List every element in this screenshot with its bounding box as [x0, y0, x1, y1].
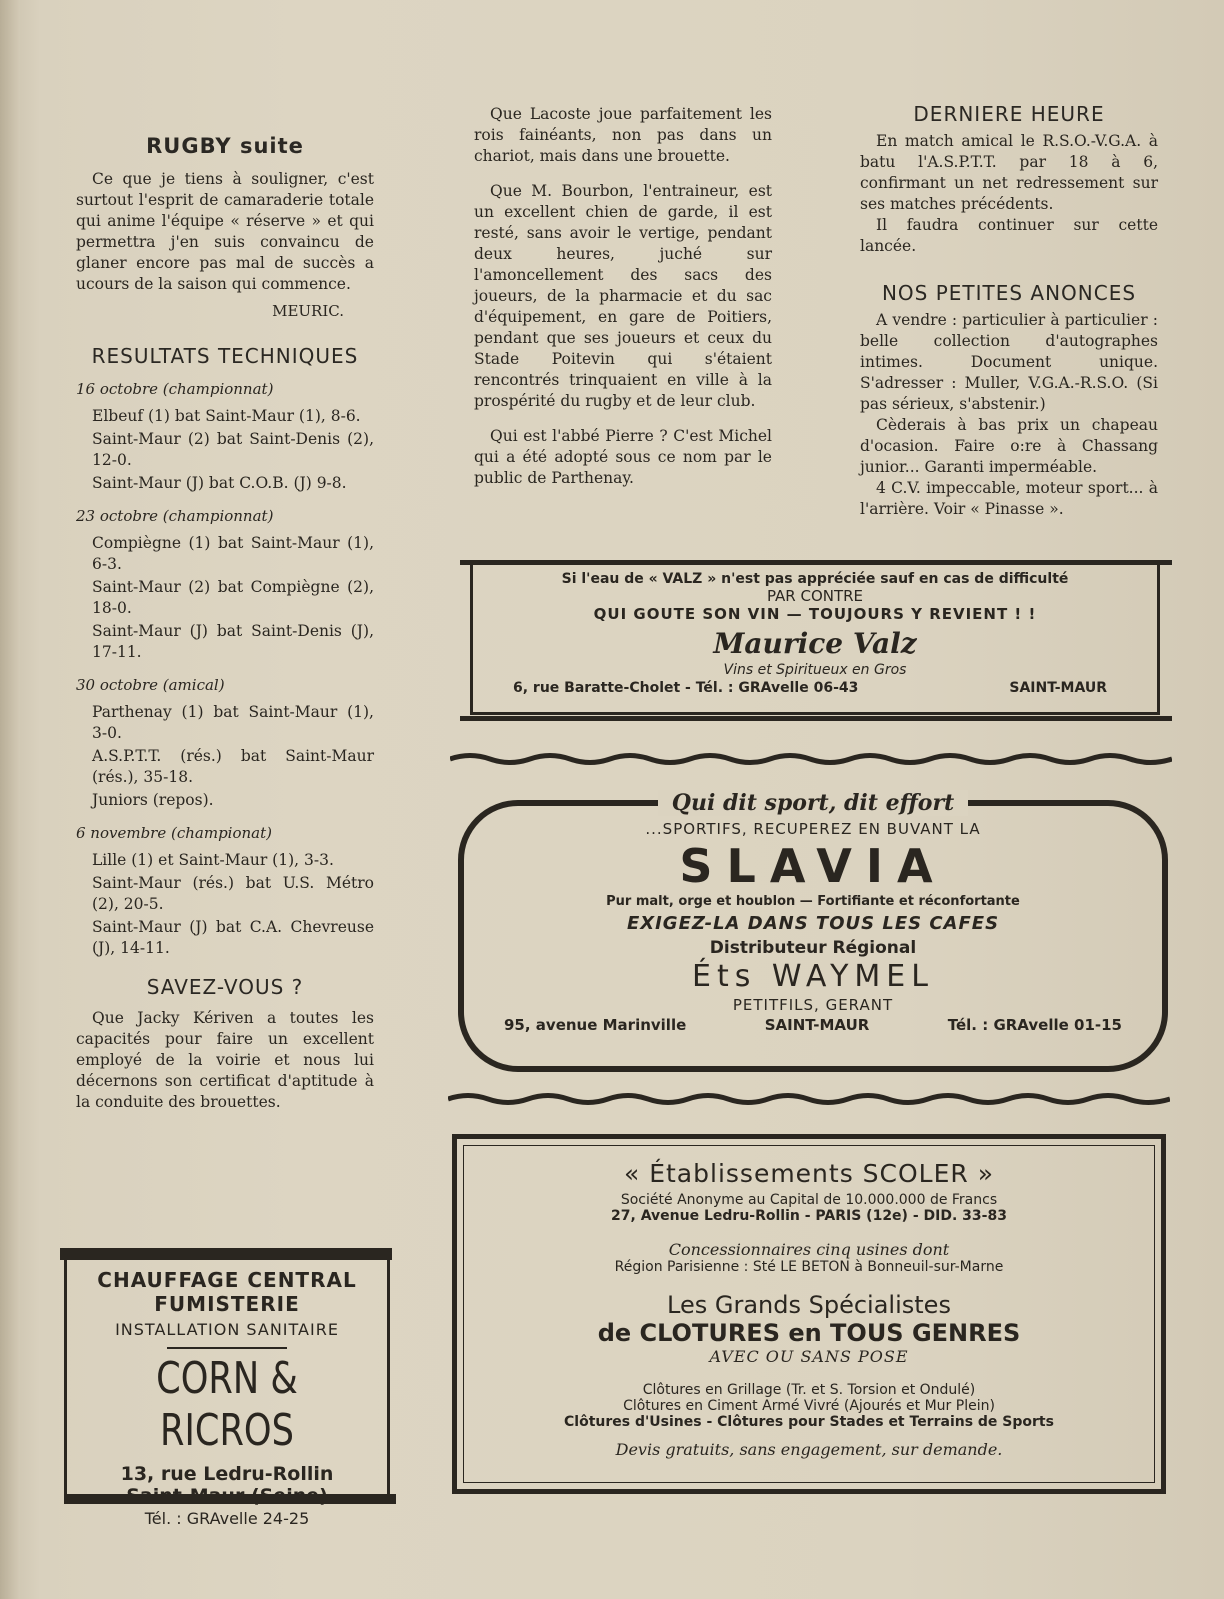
slavia-address: 95, avenue Marinville: [504, 1016, 687, 1034]
scoler-line-10: Clôtures d'Usines - Clôtures pour Stades et Terrains de Sports: [564, 1414, 1054, 1430]
scoler-line-5: Les Grands Spécialistes: [667, 1291, 951, 1319]
ad-scoler: [452, 1134, 1166, 1494]
result-line: Saint-Maur (rés.) bat U.S. Métro (2), 20-5.: [92, 874, 374, 913]
page-fold: [0, 0, 20, 1599]
derniere-title: DERNIERE HEURE: [913, 102, 1105, 126]
wavy-separator-top: [450, 752, 1172, 766]
scoler-line-8: Clôtures en Grillage (Tr. et S. Torsion et Ondulé): [642, 1382, 976, 1398]
result-line: A.S.P.T.T. (rés.) bat Saint-Maur (rés.), 35-18.: [92, 747, 374, 786]
scoler-line-7: AVEC OU SANS POSE: [709, 1347, 909, 1366]
corn-line-2: FUMISTERIE: [154, 1292, 300, 1316]
result-line: Compiègne (1) bat Saint-Maur (1), 6-3.: [92, 534, 374, 573]
derniere-paragraph-2: Il faudra continuer sur cette lancée.: [860, 216, 1158, 255]
derniere-paragraph-1: En match amical le R.S.O.-V.G.A. à batu l'A.S.P.T.T. par 18 à 6, confirmant un net redressement sur ses matches précédents.: [860, 132, 1158, 213]
result-line: Saint-Maur (J) bat C.A. Chevreuse (J), 14-11.: [92, 918, 374, 957]
valz-address: 6, rue Baratte-Cholet - Tél. : GRAvelle 06-43: [513, 680, 859, 696]
scoler-line-4: Région Parisienne : Sté LE BETON à Bonneuil-sur-Marne: [614, 1259, 1004, 1275]
result-line: Saint-Maur (J) bat Saint-Denis (J), 17-11.: [92, 622, 374, 661]
result-line: Saint-Maur (J) bat C.O.B. (J) 9-8.: [92, 474, 347, 492]
slavia-tel: Tél. : GRAvelle 01-15: [947, 1016, 1122, 1034]
wavy-separator-bottom: [448, 1092, 1170, 1106]
valz-city: SAINT-MAUR: [1009, 680, 1107, 696]
result-date: 16 octobre (championnat): [76, 380, 274, 398]
middle-paragraph-3: Qui est l'abbé Pierre ? C'est Michel qui a été adopté sous ce nom par le public de Parthenay.: [474, 427, 772, 487]
annonce-item: A vendre : particulier à particulier : belle collection d'autographes intimes. Document unique. S'adresser : Muller, V.G.A.-R.S.O. (Si pas sérieux, s'abstenir.): [860, 311, 1158, 413]
ad-valz: [470, 565, 1160, 715]
result-line: Elbeuf (1) bat Saint-Maur (1), 8-6.: [92, 407, 361, 425]
corn-divider: [167, 1347, 287, 1349]
resultats-title: RESULTATS TECHNIQUES: [91, 344, 359, 368]
middle-paragraph-2: Que M. Bourbon, l'entraineur, est un excellent chien de garde, il est resté, sans avoir le vertige, pendant deux heures, juché sur l'amoncellement des sacs des joueurs, de la pharmacie et du sac d'équipement, en gare de Poitiers, pendant que ses joueurs et ceux du Stade Poitevin qui s'étaient rencontrés trinquaient en ville à la prospérité du rugby et de leur club.: [474, 182, 772, 410]
slavia-line-4: Distributeur Régional: [709, 938, 917, 958]
savez-text: Que Jacky Kériven a toutes les capacités pour faire un excellent employé de la voirie et nous lui décernons son certificat d'aptitude à la conduite des brouettes.: [76, 1009, 374, 1111]
middle-column: [474, 104, 772, 489]
result-line: Lille (1) et Saint-Maur (1), 3-3.: [92, 851, 334, 869]
scoler-line-6: de CLOTURES en TOUS GENRES: [597, 1319, 1021, 1347]
corn-line-1: CHAUFFAGE CENTRAL: [97, 1268, 357, 1292]
scoler-line-9: Clôtures en Ciment Armé Vivré (Ajourés et Mur Plein): [623, 1398, 995, 1414]
savez-title: SAVEZ-VOUS ?: [146, 975, 304, 999]
scoler-line-1: Société Anonyme au Capital de 10.000.000 de Francs: [620, 1192, 998, 1208]
result-line: Saint-Maur (2) bat Saint-Denis (2), 12-0.: [92, 430, 374, 469]
slavia-brand: SLAVIA: [679, 839, 947, 893]
rugby-signature: MEURIC.: [272, 302, 344, 320]
slavia-city: SAINT-MAUR: [764, 1016, 870, 1034]
corn-top-rule: [60, 1248, 392, 1260]
corn-tel: Tél. : GRAvelle 24-25: [144, 1509, 310, 1528]
corn-bottom-rule: [64, 1494, 396, 1504]
left-column: [76, 136, 374, 1113]
ad-corn-ricros: [64, 1260, 390, 1528]
valz-brand: Maurice Valz: [713, 627, 917, 660]
corn-line-3: INSTALLATION SANITAIRE: [115, 1320, 339, 1339]
valz-tagline: Vins et Spiritueux en Gros: [723, 662, 907, 678]
result-date: 23 octobre (championnat): [76, 507, 274, 525]
slavia-line-5: PETITFILS, GERANT: [732, 996, 894, 1014]
result-date: 6 novembre (championat): [76, 824, 272, 842]
corn-brand: CORN & RICROS: [156, 1353, 298, 1456]
result-line: Saint-Maur (2) bat Compiègne (2), 18-0.: [92, 578, 374, 617]
slavia-line-1: ...SPORTIFS, RECUPEREZ EN BUVANT LA: [645, 820, 981, 838]
annonce-item: 4 C.V. impeccable, moteur sport... à l'arrière. Voir « Pinasse ».: [860, 479, 1158, 518]
scoler-line-2: 27, Avenue Ledru-Rollin - PARIS (12e) - DID. 33-83: [611, 1208, 1007, 1224]
result-date: 30 octobre (amical): [76, 676, 225, 694]
valz-line-2: PAR CONTRE: [766, 587, 864, 605]
slavia-line-2: Pur malt, orge et houblon — Fortifiante et réconfortante: [606, 894, 1020, 909]
resultats-list: [76, 379, 374, 959]
slavia-distributor: Éts WAYMEL: [692, 959, 934, 994]
corn-address-1: 13, rue Ledru-Rollin: [120, 1463, 334, 1485]
valz-line-1: Si l'eau de « VALZ » n'est pas appréciée sauf en cas de difficulté: [561, 571, 1069, 587]
slavia-line-3: EXIGEZ-LA DANS TOUS LES CAFES: [626, 913, 1000, 934]
valz-line-3: QUI GOUTE SON VIN — TOUJOURS Y REVIENT ! !: [593, 605, 1037, 623]
slavia-slogan: Qui dit sport, dit effort: [658, 790, 968, 816]
middle-paragraph-1: Que Lacoste joue parfaitement les rois fainéants, non pas dans un chariot, mais dans une brouette.: [474, 105, 772, 165]
valz-bottom-rule: [460, 716, 1172, 721]
result-line: Juniors (repos).: [92, 791, 214, 809]
ad-slavia: [458, 790, 1168, 1072]
rugby-title: RUGBY suite: [146, 134, 304, 158]
result-line: Parthenay (1) bat Saint-Maur (1), 3-0.: [92, 703, 374, 742]
scoler-line-11: Devis gratuits, sans engagement, sur demande.: [615, 1440, 1003, 1459]
annonce-item: Cèderais à bas prix un chapeau d'ocasion. Faire o:re à Chassang junior... Garanti imperméable.: [860, 416, 1158, 476]
right-column: [860, 104, 1158, 520]
annonces-title: NOS PETITES ANONCES: [881, 281, 1137, 305]
rugby-text: Ce que je tiens à souligner, c'est surtout l'esprit de camaraderie totale qui anime l'équipe « réserve » et qui permettra j'en suis convaincu de glaner encore pas mal de succès a ucours de la saison qui commence.: [76, 170, 374, 293]
scoler-title: « Établissements SCOLER »: [623, 1159, 995, 1188]
scoler-line-3: Concessionnaires cinq usines dont: [668, 1240, 950, 1259]
